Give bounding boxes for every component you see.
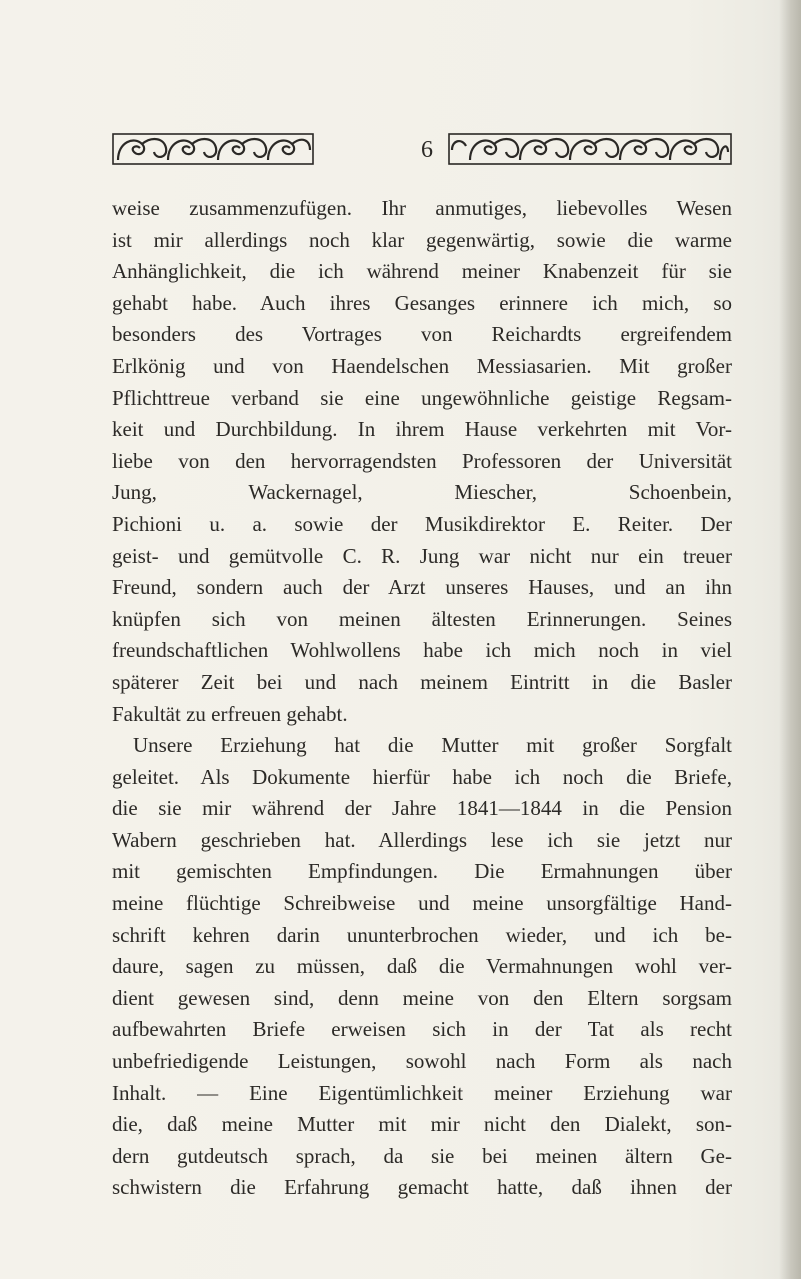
text-line: dern gutdeutsch sprach, da sie bei meinen ältern Ge- bbox=[112, 1143, 732, 1168]
text-line: freundschaftlichen Wohlwollens habe ich mich noch in viel bbox=[112, 638, 732, 663]
text-line: unbefriedigende Leistungen, sowohl nach Form als nach bbox=[112, 1049, 732, 1074]
text-line: geist- und gemütvolle C. R. Jung war nicht nur ein treuer bbox=[112, 543, 732, 568]
text-line: die, daß meine Mutter mit mir nicht den Dialekt, son- bbox=[112, 1112, 732, 1137]
text-line: Inhalt. — Eine Eigentümlichkeit meiner Erziehung war bbox=[112, 1080, 732, 1105]
text-line: besonders des Vortrages von Reichardts ergreifendem bbox=[112, 322, 732, 347]
text-line: daure, sagen zu müssen, daß die Vermahnungen wohl ver- bbox=[112, 954, 732, 979]
text-line: meine flüchtige Schreibweise und meine unsorgfältige Hand- bbox=[112, 891, 732, 916]
page-header bbox=[112, 132, 732, 172]
text-line: Pflichttreue verband sie eine ungewöhnliche geistige Regsam- bbox=[112, 385, 732, 410]
body-text bbox=[112, 193, 732, 1204]
text-line: keit und Durchbildung. In ihrem Hause verkehrten mit Vor- bbox=[112, 417, 732, 442]
text-line: ist mir allerdings noch klar gegenwärtig, sowie die warme bbox=[112, 227, 732, 252]
text-line: die sie mir während der Jahre 1841—1844 in die Pension bbox=[112, 796, 732, 821]
text-line: Unsere Erziehung hat die Mutter mit großer Sorgfalt bbox=[133, 733, 732, 758]
page-edge-shadow bbox=[779, 0, 801, 1279]
text-line: Wabern geschrieben hat. Allerdings lese ich sie jetzt nur bbox=[112, 827, 732, 852]
ornament-right-icon bbox=[448, 132, 732, 166]
text-line: mit gemischten Empfindungen. Die Ermahnungen über bbox=[112, 859, 732, 884]
text-line: liebe von den hervorragendsten Professoren der Universität bbox=[112, 448, 732, 473]
text-line: Fakultät zu erfreuen gehabt. bbox=[112, 701, 348, 726]
text-line: Anhänglichkeit, die ich während meiner Knabenzeit für sie bbox=[112, 259, 732, 284]
text-line: weise zusammenzufügen. Ihr anmutiges, liebevolles Wesen bbox=[112, 196, 732, 220]
text-line: aufbewahrten Briefe erweisen sich in der Tat als recht bbox=[112, 1017, 732, 1042]
page-number: 6 bbox=[421, 137, 433, 163]
text-line: geleitet. Als Dokumente hierfür habe ich noch die Briefe, bbox=[112, 764, 732, 789]
text-line: schwistern die Erfahrung gemacht hatte, daß ihnen der bbox=[112, 1175, 732, 1200]
text-line: dient gewesen sind, denn meine von den Eltern sorgsam bbox=[112, 985, 732, 1010]
text-line: gehabt habe. Auch ihres Gesanges erinnere ich mich, so bbox=[112, 290, 732, 315]
text-line: Pichioni u. a. sowie der Musikdirektor E. Reiter. Der bbox=[112, 511, 732, 536]
text-line: schrift kehren darin ununterbrochen wieder, und ich be- bbox=[112, 922, 732, 947]
text-line: knüpfen sich von meinen ältesten Erinnerungen. Seines bbox=[112, 606, 732, 631]
ornament-left-icon bbox=[112, 132, 314, 166]
text-line: Jung, Wackernagel, Miescher, Schoenbein, bbox=[112, 480, 732, 505]
text-line: Erlkönig und von Haendelschen Messiasarien. Mit großer bbox=[112, 353, 732, 378]
text-line: späterer Zeit bei und nach meinem Eintritt in die Basler bbox=[112, 669, 732, 694]
text-line: Freund, sondern auch der Arzt unseres Hauses, und an ihn bbox=[112, 575, 732, 600]
